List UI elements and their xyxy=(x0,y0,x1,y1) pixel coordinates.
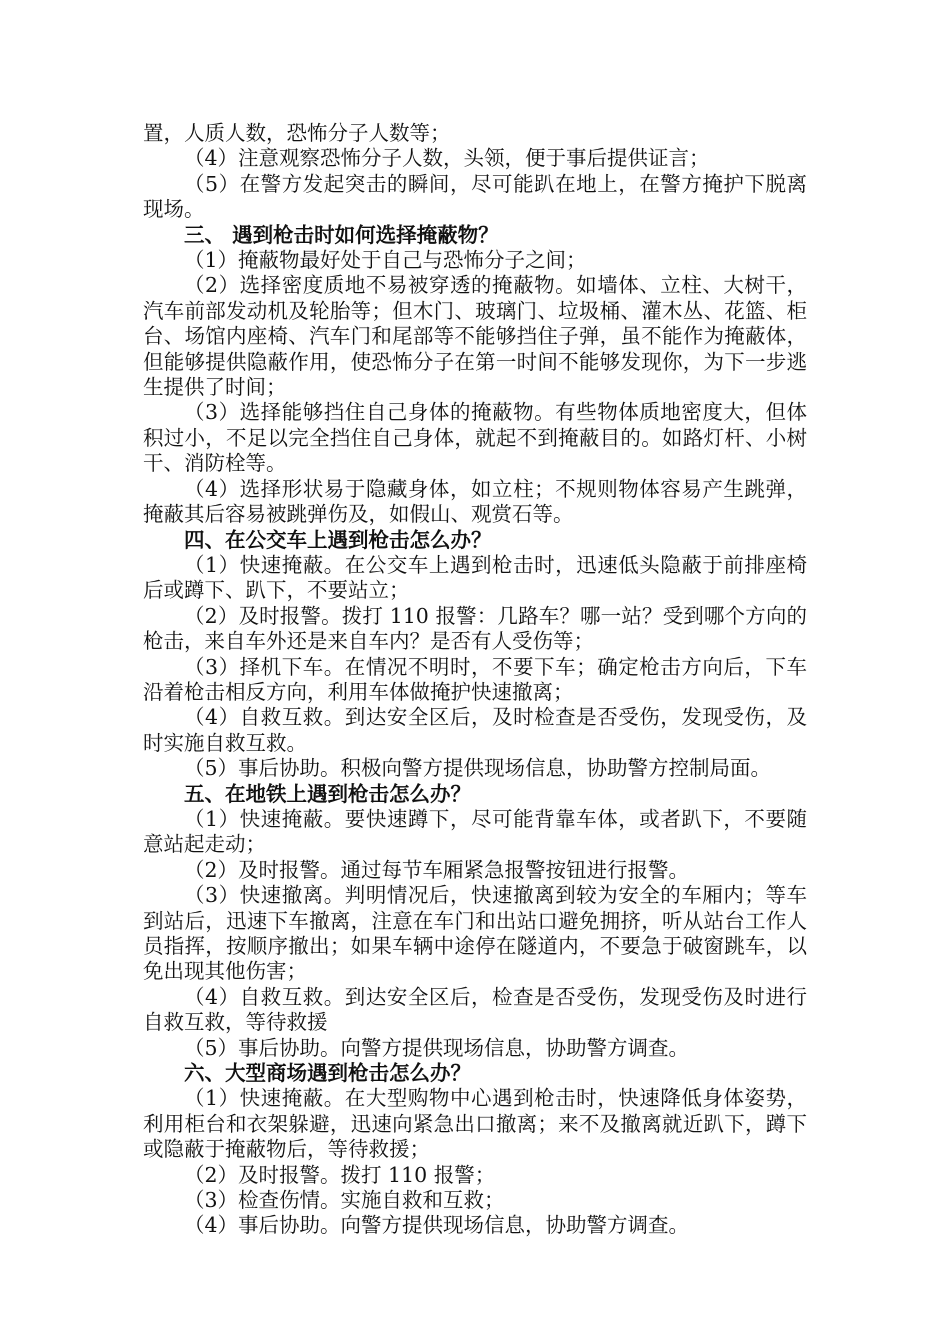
paragraph: （4）自救互救。到达安全区后，及时检查是否受伤，发现受伤，及时实施自救互救。 xyxy=(143,705,807,755)
paragraph: （1）快速掩蔽。在公交车上遇到枪击时，迅速低头隐蔽于前排座椅后或蹲下、趴下，不要站立； xyxy=(143,552,807,603)
paragraph: （1）快速掩蔽。要快速蹲下，尽可能背靠车体，或者趴下，不要随意站起走动； xyxy=(143,806,807,857)
paragraph: （4）事后协助。向警方提供现场信息，协助警方调查。 xyxy=(184,1213,690,1238)
paragraph: （5）在警方发起突击的瞬间，尽可能趴在地上，在警方掩护下脱离现场。 xyxy=(143,171,807,222)
paragraph: （3）快速撤离。判明情况后，快速撤离到较为安全的车厢内；等车到站后，迅速下车撤离，注意在车门和出站口避免拥挤，听从站台工作人员指挥，按顺序撤出；如果车辆中途停在隧道内，不要急于破窗跳车，以免出现其他伤害； xyxy=(143,883,807,984)
section-heading: 四、在公交车上遇到枪击怎么办？ xyxy=(184,527,492,552)
paragraph: （4）选择形状易于隐藏身体，如立柱；不规则物体容易产生跳弹，掩蔽其后容易被跳弹伤及，如假山、观赏石等。 xyxy=(143,476,807,527)
paragraph: （2）及时报警。拨打 110 报警：几路车？哪一站？受到哪个方向的枪击，来自车外还是来自车内？是否有人受伤等； xyxy=(143,603,807,654)
paragraph: （1）快速掩蔽。在大型购物中心遇到枪击时，快速降低身体姿势，利用柜台和衣架躲避，迅速向紧急出口撤离；来不及撤离就近趴下，蹲下或隐蔽于掩蔽物后，等待救援； xyxy=(143,1086,807,1162)
section-heading: 五、在地铁上遇到枪击怎么办？ xyxy=(184,781,471,806)
paragraph: （3）检查伤情。实施自救和互救； xyxy=(184,1188,505,1213)
paragraph: （2）及时报警。通过每节车厢紧急报警按钮进行报警。 xyxy=(184,857,690,882)
paragraph: （4）自救互救。到达安全区后，检查是否受伤，发现受伤及时进行自救互救，等待救援 xyxy=(143,984,807,1035)
paragraph-continuation: 置，人质人数，恐怖分子人数等； xyxy=(143,121,451,145)
document-page xyxy=(143,121,807,1239)
paragraph: （2）选择密度质地不易被穿透的掩蔽物。如墙体、立柱、大树干，汽车前部发动机及轮胎等；但木门、玻璃门、垃圾桶、灌木丛、花篮、柜台、场馆内座椅、汽车门和尾部等不能够挡住子弹，虽不能作为掩蔽体，但能够提供隐蔽作用，使恐怖分子在第一时间不能够发现你，为下一步逃生提供了时间； xyxy=(143,273,807,400)
paragraph: （4）注意观察恐怖分子人数，头领，便于事后提供证言； xyxy=(184,146,710,171)
paragraph: （1）掩蔽物最好处于自己与恐怖分子之间； xyxy=(184,248,587,273)
paragraph: （5）事后协助。积极向警方提供现场信息，协助警方控制局面。 xyxy=(184,756,772,781)
section-heading: 三、 遇到枪击时如何选择掩蔽物？ xyxy=(184,222,499,247)
paragraph: （2）及时报警。拨打 110 报警； xyxy=(184,1162,496,1187)
paragraph: （3）择机下车。在情况不明时，不要下车；确定枪击方向后，下车沿着枪击相反方向，利用车体做掩护快速撤离； xyxy=(143,654,807,704)
paragraph: （3）选择能够挡住自己身体的掩蔽物。有些物体质地密度大，但体积过小，不足以完全挡住自己身体，就起不到掩蔽目的。如路灯杆、小树干、消防栓等。 xyxy=(143,400,807,476)
section-heading: 六、大型商场遇到枪击怎么办？ xyxy=(184,1061,471,1086)
paragraph: （5）事后协助。向警方提供现场信息，协助警方调查。 xyxy=(184,1035,690,1060)
